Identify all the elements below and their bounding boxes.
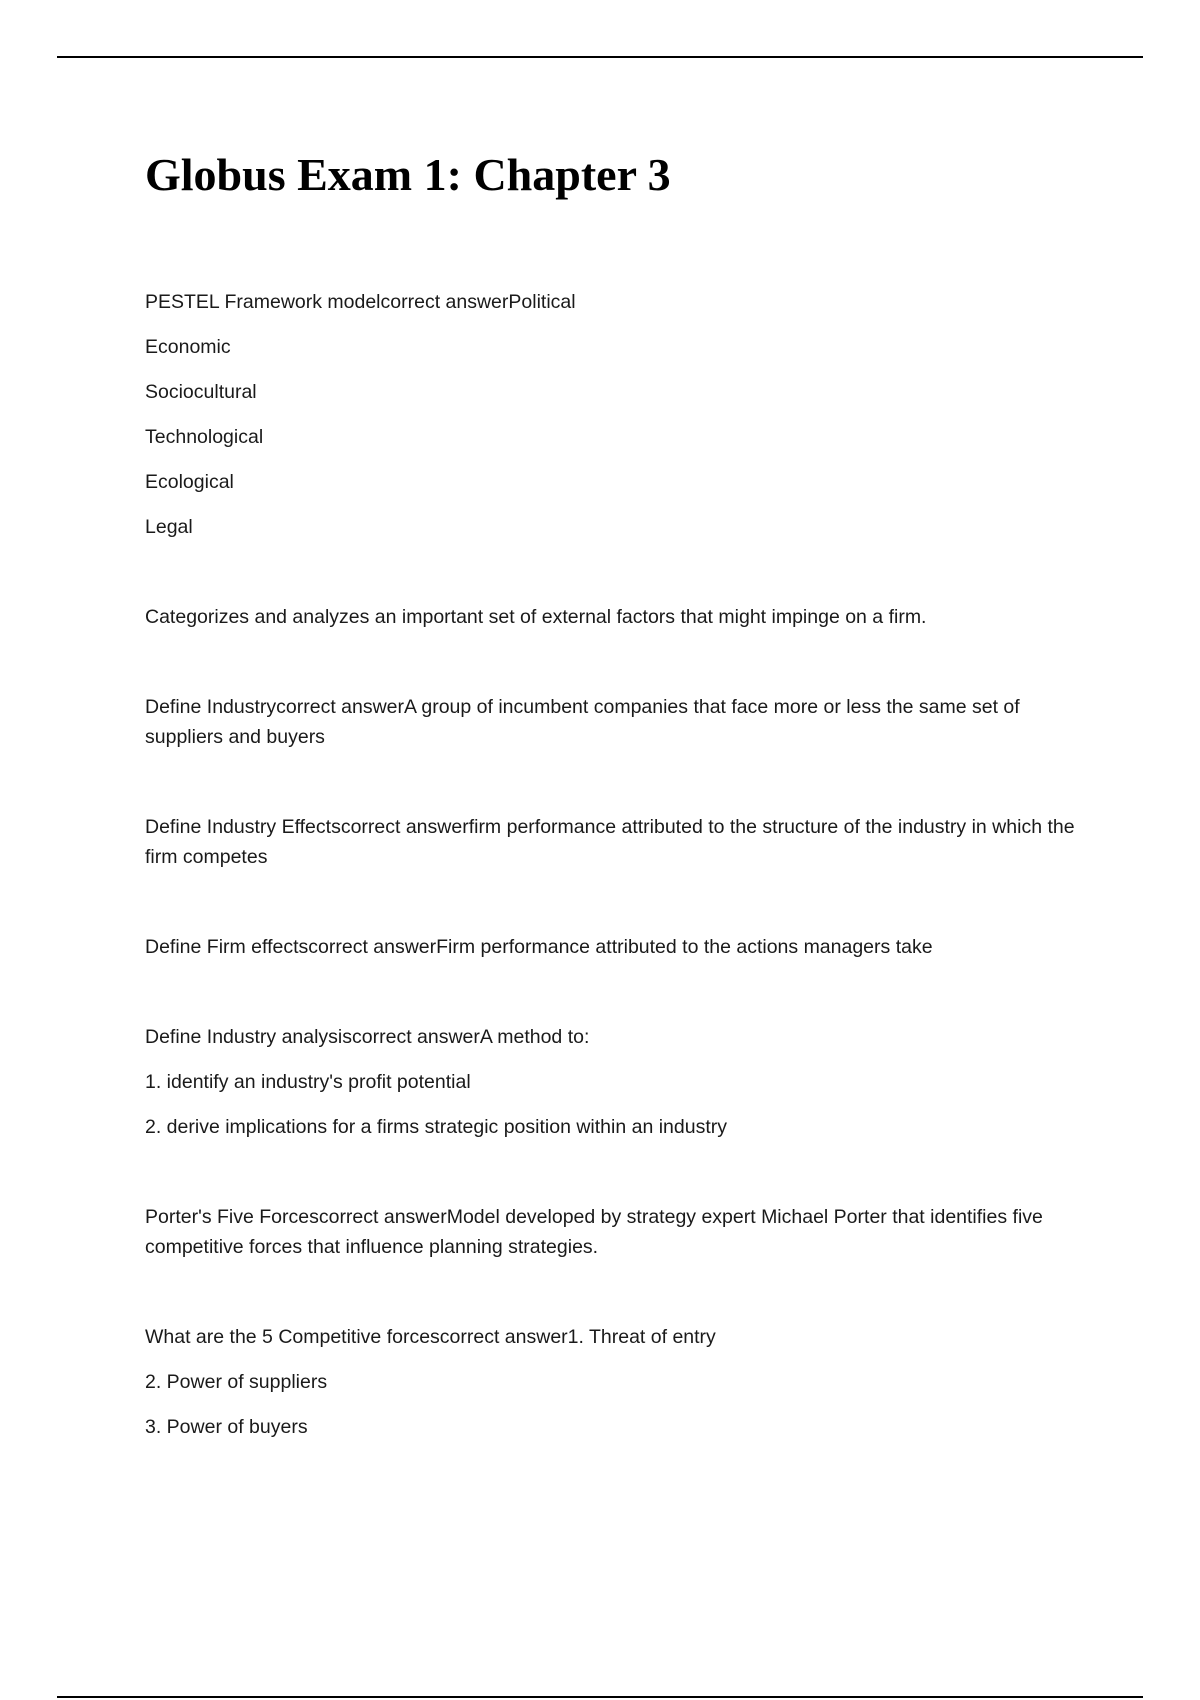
qa-block-industry-effects (145, 812, 1095, 872)
list-item: Sociocultural (145, 381, 257, 403)
document-title: Globus Exam 1: Chapter 3 (145, 149, 671, 200)
qa-question-line: Define Industry Effectscorrect answerfirm performance attributed to the structure of the industry in which the firm competes (145, 816, 1075, 868)
list-item: 2. Power of suppliers (145, 1371, 328, 1393)
qa-block-industry (145, 692, 1095, 752)
qa-block-competitive-forces (145, 1322, 1095, 1442)
description-line: Categorizes and analyzes an important set of external factors that might impinge on a firm. (145, 606, 927, 628)
document-body (145, 140, 1095, 1442)
qa-question-line: What are the 5 Competitive forcescorrect answer1. Threat of entry (145, 1326, 716, 1348)
qa-block-firm-effects (145, 932, 1095, 962)
qa-block-pestel (145, 287, 1095, 542)
qa-block-industry-analysis (145, 1022, 1095, 1142)
list-item: Ecological (145, 471, 234, 493)
list-item: 3. Power of buyers (145, 1416, 308, 1438)
list-item: Economic (145, 336, 231, 358)
list-item: 1. identify an industry's profit potential (145, 1071, 471, 1093)
qa-question-line: Define Firm effectscorrect answerFirm performance attributed to the actions managers take (145, 936, 933, 958)
qa-block-pestel-description (145, 602, 1095, 632)
list-item: Legal (145, 516, 193, 538)
qa-question-line: Define Industrycorrect answerA group of incumbent companies that face more or less the same set of suppliers and buyers (145, 696, 1020, 748)
qa-question-line: PESTEL Framework modelcorrect answerPolitical (145, 291, 576, 313)
bottom-rule (57, 1696, 1143, 1698)
top-rule (57, 56, 1143, 58)
list-item: Technological (145, 426, 264, 448)
qa-question-line: Define Industry analysiscorrect answerA method to: (145, 1026, 590, 1048)
list-item: 2. derive implications for a firms strategic position within an industry (145, 1116, 727, 1138)
qa-question-line: Porter's Five Forcescorrect answerModel developed by strategy expert Michael Porter that identifies five competitive forces that influence planning strategies. (145, 1206, 1043, 1258)
qa-block-five-forces (145, 1202, 1095, 1262)
